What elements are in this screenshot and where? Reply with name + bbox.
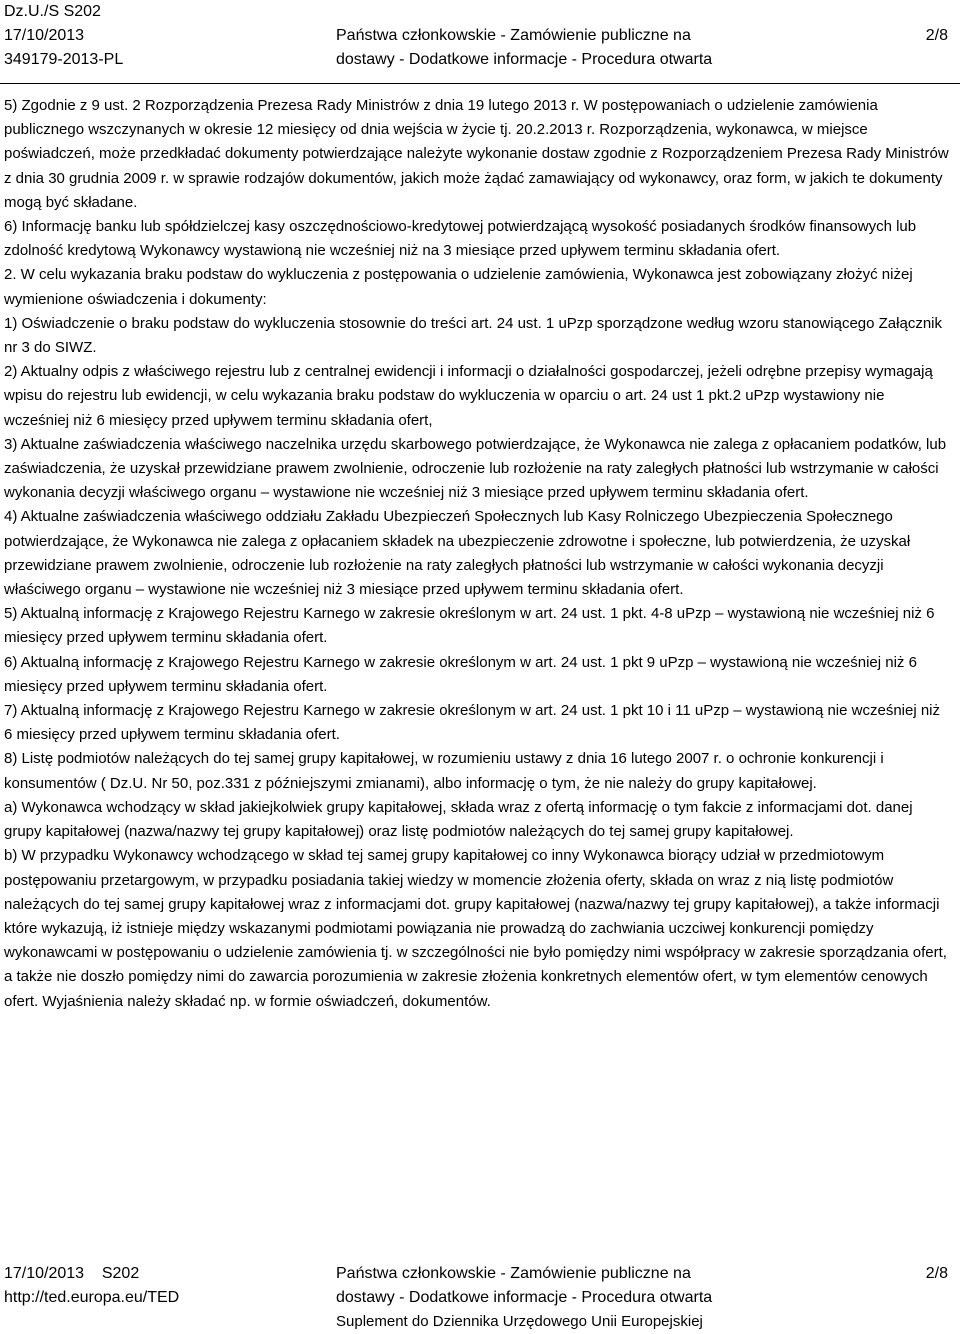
document-body bbox=[4, 94, 952, 1014]
paragraph: 5) Aktualną informację z Krajowego Rejestru Karnego w zakresie określonym w art. 24 ust. 1 pkt. 4-8 uPzp – wystawioną nie wcześniej niż 6 miesięcy przed upływem terminu składania ofert. bbox=[4, 605, 935, 647]
footer-supplement: Suplement do Dziennika Urzędowego Unii Europejskiej bbox=[336, 1313, 703, 1330]
header-title-block bbox=[336, 24, 712, 72]
paragraph: 2. W celu wykazania braku podstaw do wykluczenia z postępowania o udzielenie zamówienia, Wykonawca jest zobowiązany złożyć niżej wymienione oświadczenia i dokumenty: bbox=[4, 266, 913, 308]
header-title-line1: Państwa członkowskie - Zamówienie publiczne na bbox=[336, 27, 691, 44]
paragraph: 2) Aktualny odpis z właściwego rejestru lub z centralnej ewidencji i informacji o działalności gospodarczej, jeżeli odrębne przepisy wymagają wpisu do rejestru lub ewidencji, w celu wykazania braku podstaw do wykluczenia w oparciu o art. 24 ust 1 pkt.2 uPzp wystawiony nie wcześniej niż 6 miesięcy przed upływem terminu składania ofert, bbox=[4, 363, 933, 429]
footer-issue: S202 bbox=[101, 1265, 140, 1282]
header-title-line2: dostawy - Dodatkowe informacje - Procedura otwarta bbox=[336, 51, 713, 68]
footer-left-block bbox=[4, 1262, 179, 1310]
paragraph: 6) Informację banku lub spółdzielczej kasy oszczędnościowo-kredytowej potwierdzającą wysokość posiadanych środków finansowych lub zdolność kredytową Wykonawcy wystawioną nie wcześniej niż na 3 miesiące przed upływem terminu składania ofert. bbox=[4, 218, 917, 260]
paragraph: 7) Aktualną informację z Krajowego Rejestru Karnego w zakresie określonym w art. 24 ust. 1 pkt 10 i 11 uPzp – wystawioną nie wcześniej niż 6 miesięcy przed upływem terminu składania ofert. bbox=[4, 702, 941, 744]
footer-title-block bbox=[336, 1262, 712, 1334]
paragraph: 6) Aktualną informację z Krajowego Rejestru Karnego w zakresie określonym w art. 24 ust. 1 pkt 9 uPzp – wystawioną nie wcześniej niż 6 miesięcy przed upływem terminu składania ofert. bbox=[4, 653, 917, 695]
paragraph: 3) Aktualne zaświadczenia właściwego naczelnika urzędu skarbowego potwierdzające, że Wykonawca nie zalega z opłacaniem podatków, lub zaświadczenia, że uzyskał przewidziane prawem zwolnienie, odroczenie lub rozłożenie na raty zaległych płatności lub wstrzymanie w całości wykonania decyzji właściwego organu – wystawione nie wcześniej niż 3 miesiące przed upływem terminu składania ofert. bbox=[4, 435, 947, 502]
paragraph: 8) Listę podmiotów należących do tej samej grupy kapitałowej, w rozumieniu ustawy z dnia 16 lutego 2007 r. o ochronie konkurencji i konsumentów ( Dz.U. Nr 50, poz.331 z późniejszymi zmianami), albo informację o tym, że nie należy do grupy kapitałowej. bbox=[4, 750, 884, 792]
footer-date: 17/10/2013 bbox=[4, 1265, 85, 1282]
header-page-number: 2/8 bbox=[925, 27, 948, 44]
footer-date-issue bbox=[4, 1262, 179, 1286]
footer-url[interactable]: http://ted.europa.eu/TED bbox=[4, 1289, 180, 1306]
footer-page-number: 2/8 bbox=[925, 1265, 948, 1282]
footer-title-line2: dostawy - Dodatkowe informacje - Procedura otwarta bbox=[336, 1289, 713, 1306]
paragraph: 5) Zgodnie z 9 ust. 2 Rozporządzenia Prezesa Rady Ministrów z dnia 19 lutego 2013 r. W postępowaniach o udzielenie zamówienia publicznego wszczynanych w okresie 12 miesięcy od dnia wejścia w życie tj. 20.2.2013 r. Rozporządzenia, wykonawca, w miejsce poświadczeń, może przedkładać dokumenty potwierdzające należyte wykonanie dostaw zgodnie z Rozporządzeniem Prezesa Rady Ministrów z dnia 30 grudnia 2009 r. w sprawie rodzajów dokumentów, jakich może żądać zamawiający od wykonawcy, oraz form, w jakich te dokumenty mogą być składane. bbox=[4, 97, 949, 211]
paragraph: a) Wykonawca wchodzący w skład jakiejkolwiek grupy kapitałowej, składa wraz z ofertą informację o tym fakcie z informacjami dot. danej grupy kapitałowej (nazwa/nazwy tej grupy kapitałowej) oraz listę podmiotów należących do tej samej grupy kapitałowej. bbox=[4, 798, 913, 841]
header-date: 17/10/2013 bbox=[4, 27, 85, 44]
paragraph: 4) Aktualne zaświadczenia właściwego oddziału Zakładu Ubezpieczeń Społecznych lub Kasy Rolniczego Ubezpieczenia Społecznego potwierdzające, że Wykonawca nie zalega z opłacaniem składek na ubezpieczenie zdrowotne i społeczne, lub potwierdzenia, że uzyskał przewidziane prawem zwolnienie, odroczenie lub rozłożenie na raty zaległych płatności lub wstrzymanie w całości wykonania decyzji właściwego organu – wystawione nie wcześniej niż 3 miesiące przed upływem terminu składania ofert. bbox=[4, 508, 911, 599]
paragraph: b) W przypadku Wykonawcy wchodzącego w skład tej samej grupy kapitałowej co inny Wykonawca biorący udział w przedmiotowym postępowaniu przetargowym, w przypadku posiadania takiej wiedzy w momencie złożenia oferty, składa on wraz z nią listę podmiotów należących do tej samej grupy kapitałowej wraz z informacjami dot. grupy kapitałowej (nazwa/nazwy tej grupy kapitałowej), a także informacji które wykazują, iż istnieje między wskazanymi podmiotami powiązania nie prowadzą do zachwiania uczciwej konkurencji pomiędzy wykonawcami w postępowaniu o udzielenie zamówienia tj. w szczególności nie było pomiędzy nimi współpracy w zakresie sporządzania ofert, a także nie doszło pomiędzy nimi do zawarcia porozumienia w zakresie złożenia konkretnych elementów ofert, w tym elementów cenowych ofert. Wyjaśnienia należy składać np. w formie oświadczeń, dokumentów. bbox=[4, 847, 947, 1010]
journal-reference: Dz.U./S S202 bbox=[4, 3, 101, 20]
footer-title-line1: Państwa członkowskie - Zamówienie publiczne na bbox=[336, 1265, 691, 1282]
header-left-block bbox=[4, 0, 123, 72]
page-header bbox=[0, 0, 960, 74]
paragraph: 1) Oświadczenie o braku podstaw do wykluczenia stosownie do treści art. 24 ust. 1 uPzp sporządzone według wzoru stanowiącego Załącznik nr 3 do SIWZ. bbox=[4, 314, 942, 357]
notice-id: 349179-2013-PL bbox=[4, 51, 124, 68]
page-footer bbox=[0, 1262, 960, 1334]
header-divider bbox=[0, 83, 960, 84]
